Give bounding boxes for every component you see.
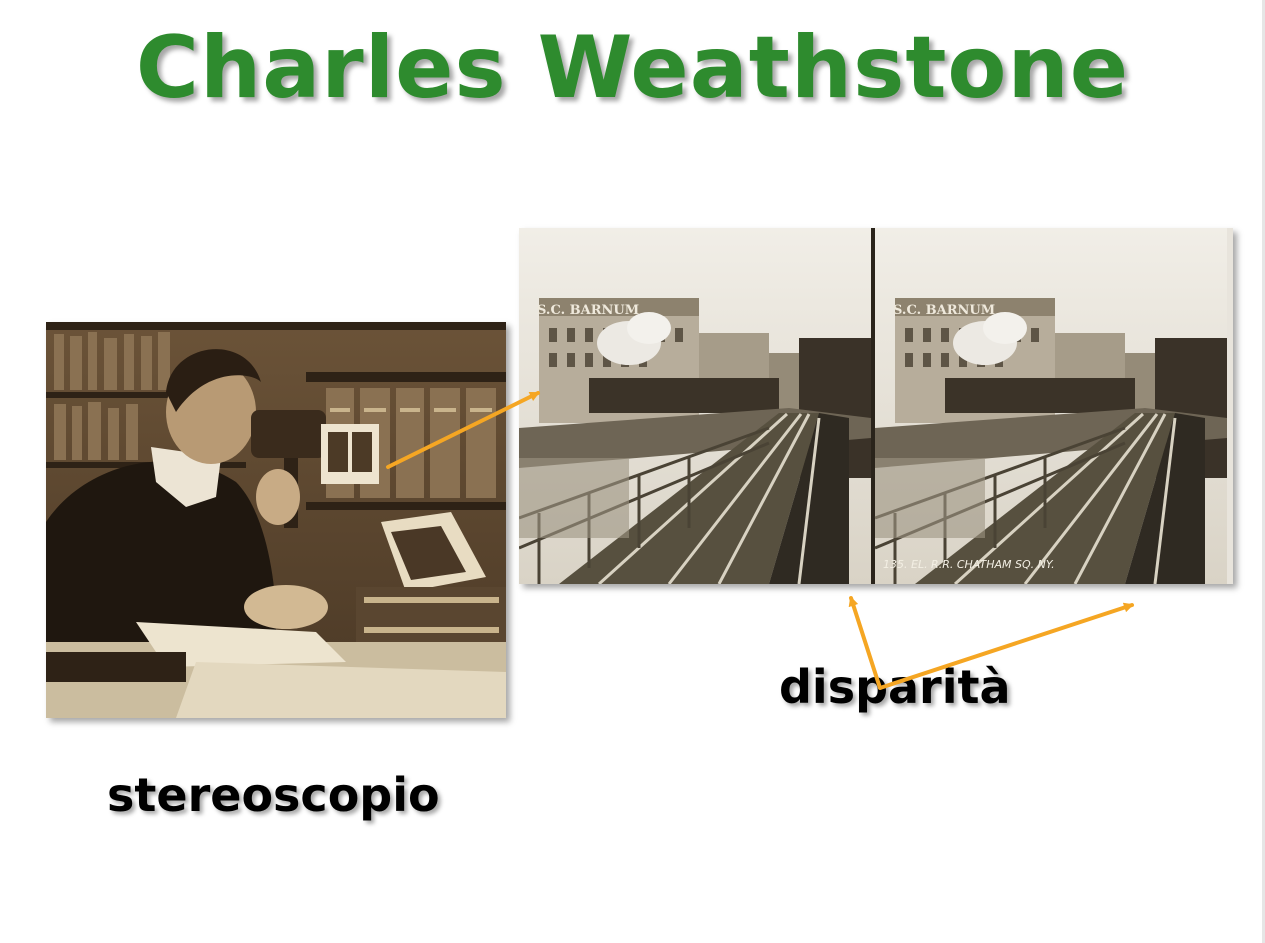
stereoscope-photo [46, 322, 506, 718]
stereo-pair-photo [519, 228, 1233, 584]
stereo-card-caption: 135. EL. R.R. CHATHAM SQ. NY. [883, 558, 1055, 571]
slide-title: Charles Weathstone [135, 18, 1130, 118]
building-sign-right: S.C. BARNUM [893, 303, 996, 318]
stereoscope-photo-illustration [46, 322, 506, 718]
disparity-label: disparità [779, 660, 1011, 714]
stereo-pair-illustration [519, 228, 1233, 584]
stereoscope-label: stereoscopio [107, 768, 440, 822]
building-sign-left: S.C. BARNUM [537, 303, 640, 318]
